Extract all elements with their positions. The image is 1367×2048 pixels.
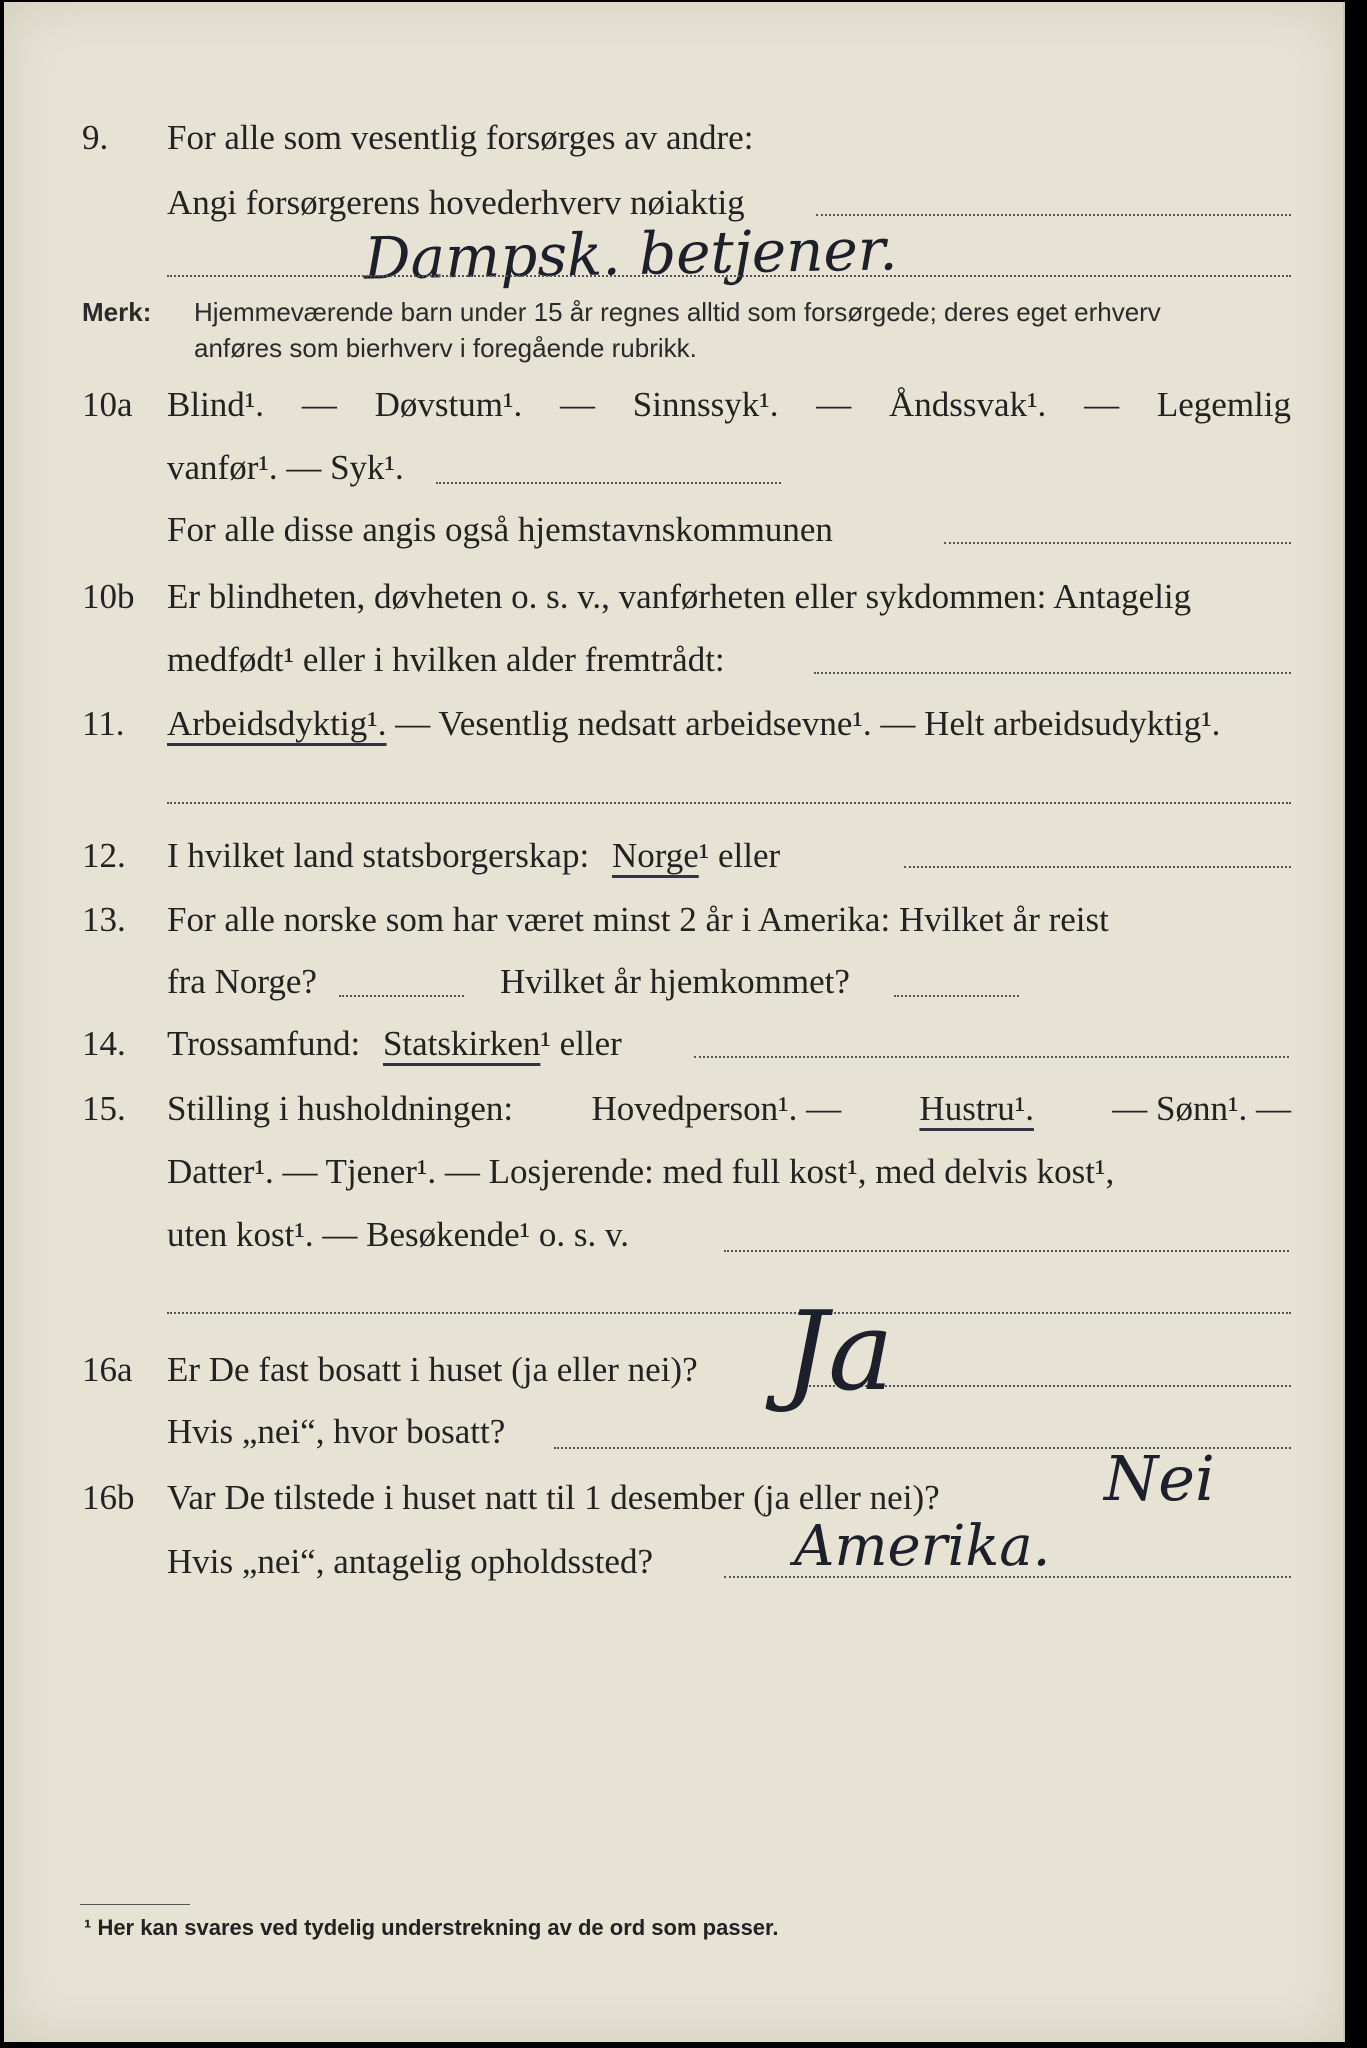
q13-number: 13.: [82, 900, 126, 939]
q10b-number: 10b: [82, 577, 135, 616]
q10a-line3: For alle disse angis også hjemstavnskommunen: [167, 510, 833, 549]
q16b-handwritten-place: Amerika.: [794, 1514, 1051, 1579]
q14-label: Trossamfund:: [167, 1024, 361, 1063]
q9-handwritten-answer: Dampsk. betjener.: [363, 215, 899, 293]
q12-answer-line: [904, 866, 1291, 868]
q11-answer-line: [167, 802, 1291, 804]
census-form-page: [4, 2, 1344, 2042]
q16b-line2: Hvis „nei“, antagelig opholdssted?: [167, 1542, 653, 1581]
q9-number: 9.: [82, 118, 109, 157]
q10b-line1: Er blindheten, døvheten o. s. v., vanførheten eller sykdommen: Antagelig: [167, 577, 1192, 616]
q11-opt-arbeidsdyktig: Arbeidsdyktig¹.: [167, 704, 387, 743]
merk-line2: anføres som bierhverv i foregående rubrikk.: [194, 333, 697, 363]
q11-number: 11.: [82, 704, 125, 743]
q10a-dash3: —: [816, 385, 852, 424]
footnote: ¹ Her kan svares ved tydelig understrekning av de ord som passer.: [84, 1915, 779, 1940]
q14-opt-statskirken: Statskirken: [382, 1024, 541, 1063]
page-edge: [1343, 2, 1345, 2042]
q15-number: 15.: [82, 1089, 126, 1128]
q15-label: Stilling i husholdningen:: [167, 1089, 514, 1128]
q15-line3: uten kost¹. — Besøkende¹ o. s. v.: [167, 1215, 630, 1254]
q10a-dash1: —: [301, 385, 337, 424]
q9-line1: For alle som vesentlig forsørges av andre:: [167, 118, 754, 157]
q10a-kommune-line: [944, 542, 1291, 544]
q16b-handwritten-answer: Nei: [1104, 1442, 1215, 1515]
q16b-line1: Var De tilstede i huset natt til 1 desember (ja eller nei)?: [167, 1478, 940, 1517]
q11-line: [167, 704, 1220, 744]
footnote-rule: [80, 1904, 190, 1905]
q10a-opt-dovstum: Døvstum¹.: [374, 385, 523, 424]
q13-line2a: fra Norge?: [167, 962, 317, 1001]
q15-opt-hustru: Hustru¹.: [919, 1089, 1034, 1128]
q15-answer-line: [724, 1250, 1289, 1252]
q12-question: I hvilket land statsborgerskap:: [167, 836, 590, 875]
q15-extra-line: [167, 1312, 1291, 1314]
q10a-opt-legemlig: Legemlig: [1156, 385, 1291, 424]
q12-number: 12.: [82, 836, 126, 875]
q10a-opt-blind: Blind¹.: [167, 385, 265, 424]
q10a-dash2: —: [559, 385, 595, 424]
q15-opt-hovedperson: Hovedperson¹. —: [591, 1089, 842, 1128]
q13-line1: For alle norske som har været minst 2 år i Amerika: Hvilket år reist: [167, 900, 1109, 939]
q15-line1: [167, 1089, 1291, 1129]
q16b-number: 16b: [82, 1478, 135, 1517]
merk-label: Merk:: [82, 297, 152, 327]
q11-rest: — Vesentlig nedsatt arbeidsevne¹. — Helt arbeidsudyktig¹.: [386, 704, 1221, 743]
q14-line: [167, 1024, 622, 1064]
q13-line2b: Hvilket år hjemkommet?: [500, 962, 850, 1001]
q10a-opt-andssvak: Åndssvak¹.: [889, 385, 1047, 424]
q16a-line2: Hvis „nei“, hvor bosatt?: [167, 1412, 506, 1451]
q9-line2: Angi forsørgerens hovederhverv nøiaktig: [167, 183, 745, 222]
q10b-answer-line: [814, 672, 1291, 674]
q10a-line1: [167, 385, 1291, 425]
q16a-line1: Er De fast bosatt i huset (ja eller nei)?: [167, 1350, 698, 1389]
q14-eller: ¹ eller: [540, 1024, 622, 1063]
q14-number: 14.: [82, 1024, 126, 1063]
q10a-syk-line: [436, 482, 781, 484]
q13-hjemkommet-line: [894, 995, 1019, 997]
q13-reist-line: [339, 995, 464, 997]
q12-eller: ¹ eller: [698, 836, 781, 875]
q10a-line2: vanfør¹. — Syk¹.: [167, 448, 404, 487]
merk-line1: Hjemmeværende barn under 15 år regnes alltid som forsørgede; deres eget erhverv: [194, 297, 1161, 327]
q10a-dash4: —: [1084, 385, 1120, 424]
q16a-handwritten-answer: Ja: [784, 1287, 894, 1415]
q12-opt-norge: Norge: [611, 836, 699, 875]
q16a-number: 16a: [82, 1350, 133, 1389]
q10a-number: 10a: [82, 385, 133, 424]
q10a-opt-sinnssyk: Sinnssyk¹.: [632, 385, 779, 424]
q15-line2: Datter¹. — Tjener¹. — Losjerende: med full kost¹, med delvis kost¹,: [167, 1152, 1115, 1191]
q12-line: [167, 836, 780, 876]
q10b-line2: medfødt¹ eller i hvilken alder fremtrådt:: [167, 640, 725, 679]
q14-answer-line: [694, 1056, 1289, 1058]
q9-extra-line: [167, 275, 1291, 277]
q15-opt-sonn: — Sønn¹. —: [1112, 1089, 1291, 1128]
